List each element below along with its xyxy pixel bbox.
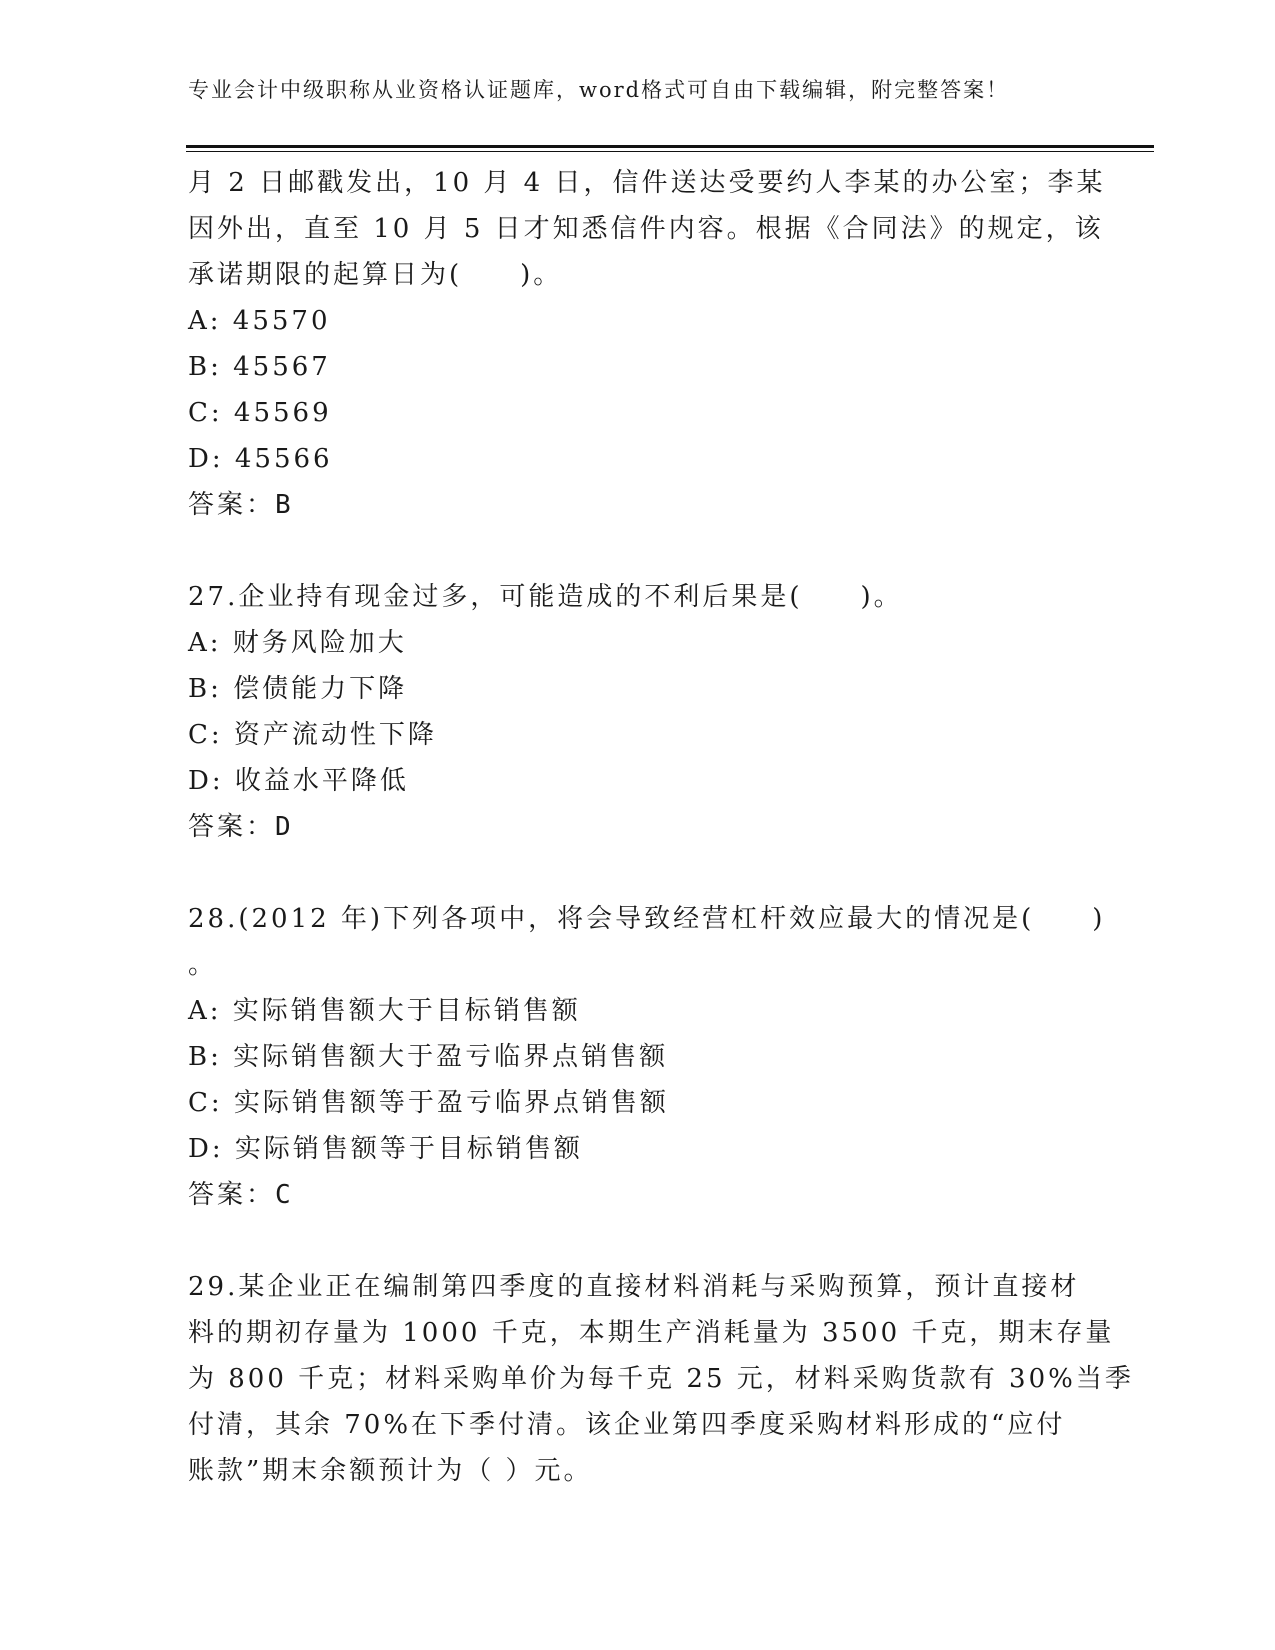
- question-26: [188, 160, 1106, 528]
- answer-value: B: [275, 490, 294, 520]
- answer-label: 答案：: [188, 1180, 276, 1210]
- answer: [188, 482, 1088, 528]
- answer-label: 答案：: [188, 490, 276, 520]
- option-a: A: 财务风险加大: [188, 628, 407, 658]
- spacer: [188, 528, 1088, 574]
- answer: [188, 804, 1088, 850]
- option-c: C: 资产流动性下降: [188, 720, 437, 750]
- option-a: A: 45570: [188, 306, 331, 336]
- question-27: [188, 574, 1088, 850]
- question-text-line: 为 800 千克；材料采购单价为每千克 25 元，材料采购货款有 30%当季: [188, 1364, 1134, 1394]
- question-text-line: 。: [188, 950, 218, 980]
- option-c: C: 实际销售额等于盈亏临界点销售额: [188, 1088, 669, 1118]
- question-text-line: 料的期初存量为 1000 千克，本期生产消耗量为 3500 千克，期末存量: [188, 1318, 1115, 1348]
- page-header: 专业会计中级职称从业资格认证题库，word格式可自由下载编辑，附完整答案！: [188, 78, 1010, 102]
- header-rule-thin: [186, 151, 1154, 152]
- question-content: [188, 160, 1134, 1494]
- spacer: [188, 1218, 1088, 1264]
- question-text-line: 28.(2012 年)下列各项中，将会导致经营杠杆效应最大的情况是( ): [188, 904, 1106, 934]
- answer-label: 答案：: [188, 812, 276, 842]
- option-b: B: 实际销售额大于盈亏临界点销售额: [188, 1042, 669, 1072]
- question-29: [188, 1264, 1134, 1494]
- question-28: [188, 896, 1106, 1218]
- question-text-line: 27.企业持有现金过多，可能造成的不利后果是( )。: [188, 582, 903, 612]
- question-text-line: 月 2 日邮戳发出，10 月 4 日，信件送达受要约人李某的办公室；李某: [188, 168, 1106, 198]
- header-rule-thick: [186, 145, 1154, 148]
- option-b: B: 偿债能力下降: [188, 674, 408, 704]
- option-d: D: 收益水平降低: [188, 766, 409, 796]
- question-text-line: 因外出，直至 10 月 5 日才知悉信件内容。根据《合同法》的规定，该: [188, 214, 1104, 244]
- answer-value: D: [275, 812, 294, 842]
- question-text-line: 29.某企业正在编制第四季度的直接材料消耗与采购预算，预计直接材: [188, 1272, 1080, 1302]
- option-d: D: 实际销售额等于目标销售额: [188, 1134, 583, 1164]
- spacer: [188, 850, 1088, 896]
- answer: [188, 1172, 1088, 1218]
- answer-value: C: [275, 1180, 294, 1210]
- option-b: B: 45567: [188, 352, 331, 382]
- question-text-line: 承诺期限的起算日为( )。: [188, 260, 563, 290]
- question-text-line: 账款”期末余额预计为（ ）元。: [188, 1456, 593, 1486]
- question-text-line: 付清，其余 70%在下季付清。该企业第四季度采购材料形成的“应付: [188, 1410, 1066, 1440]
- option-a: A: 实际销售额大于目标销售额: [188, 996, 581, 1026]
- option-c: C: 45569: [188, 398, 332, 428]
- option-d: D: 45566: [188, 444, 333, 474]
